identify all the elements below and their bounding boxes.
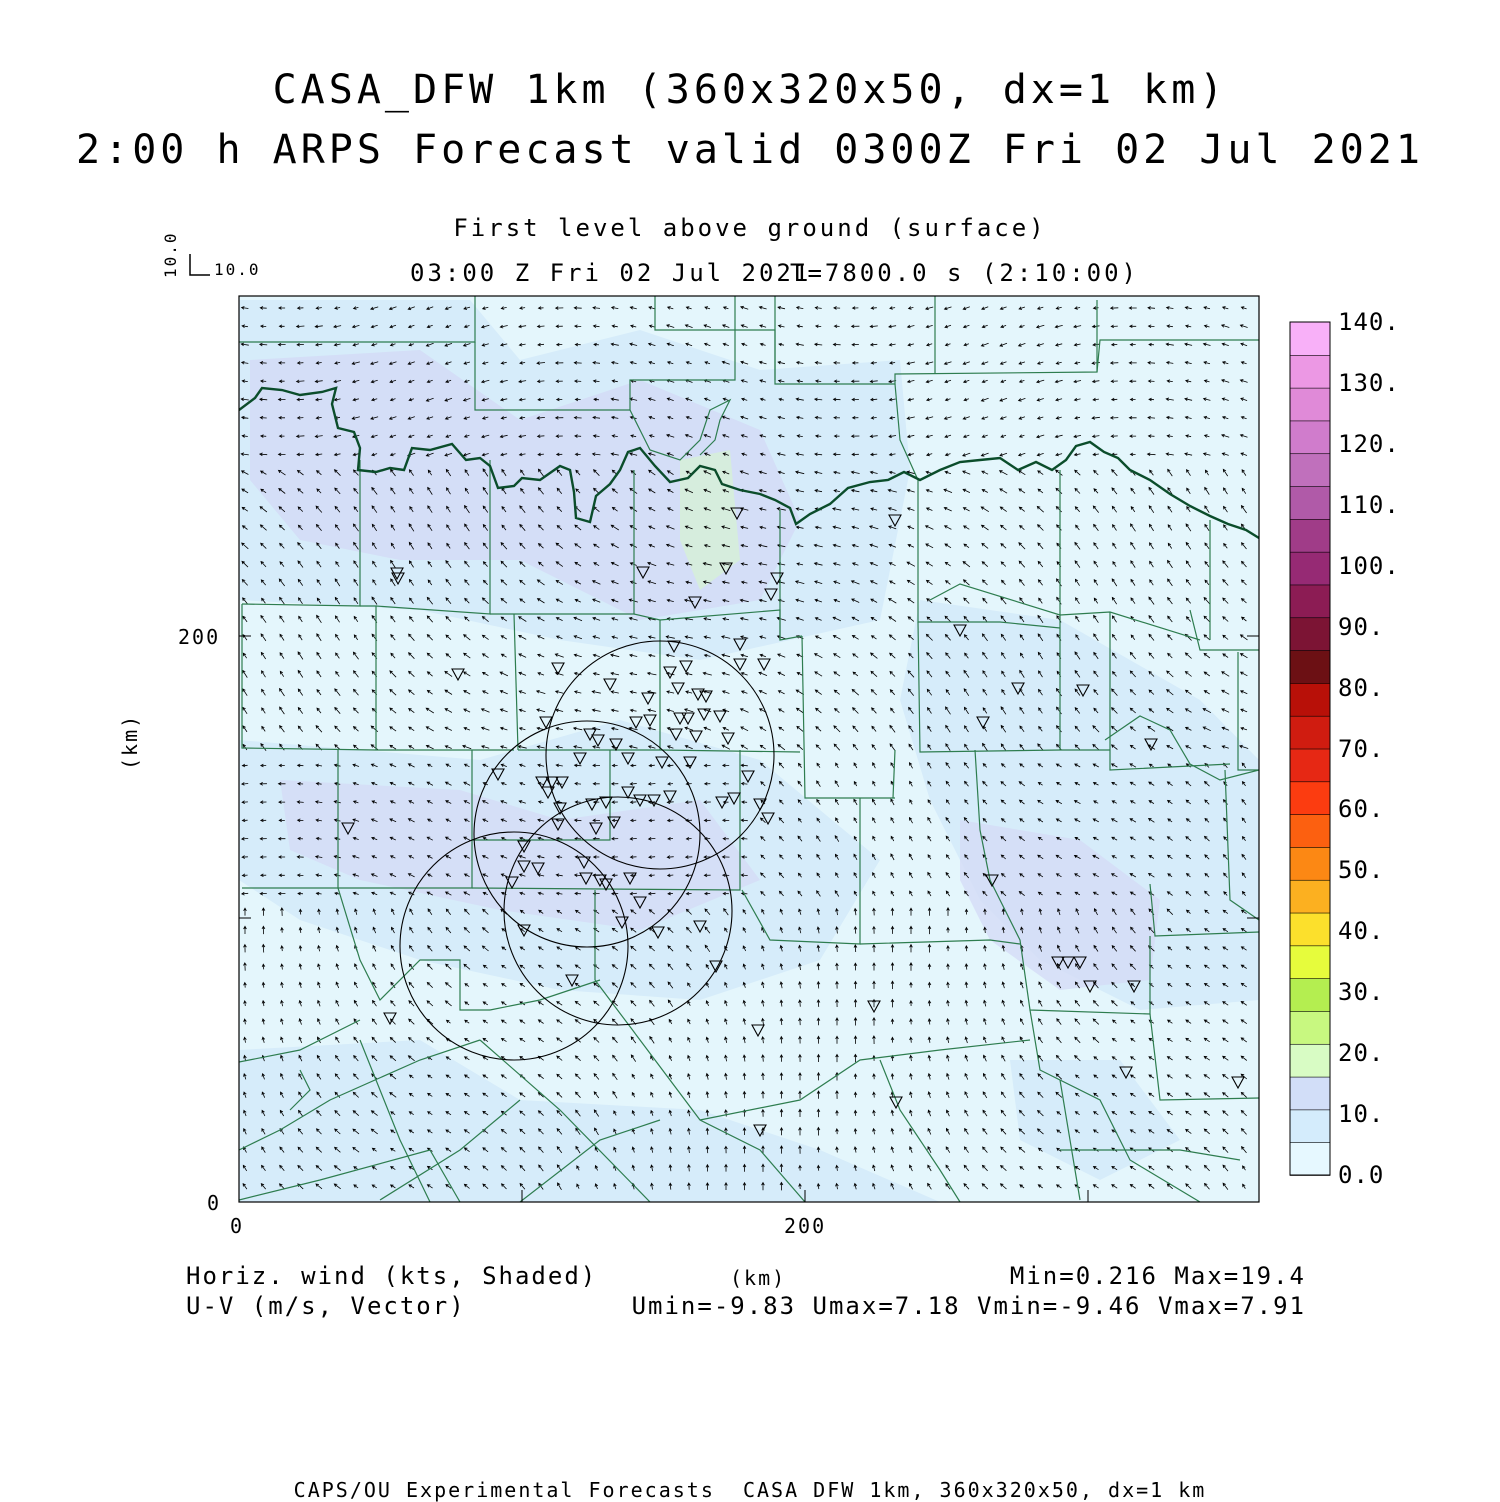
vector-description: U-V (m/s, Vector): [186, 1292, 466, 1320]
colorbar-segment: [1290, 1077, 1330, 1110]
colorbar-segment: [1290, 749, 1330, 782]
colorbar-segment: [1290, 683, 1330, 716]
colorbar-segment: [1290, 978, 1330, 1011]
colorbar: [1290, 322, 1330, 1176]
colorbar-segment: [1290, 1011, 1330, 1044]
colorbar-label: 60.: [1338, 795, 1385, 824]
uv-range-summary: Umin=-9.83 Umax=7.18 Vmin=-9.46 Vmax=7.91: [631, 1292, 1306, 1320]
colorbar-segment: [1290, 716, 1330, 749]
colorbar-segment: [1290, 552, 1330, 585]
colorbar-segment: [1290, 584, 1330, 617]
colorbar-label: 120.: [1338, 429, 1400, 458]
colorbar-segment: [1290, 880, 1330, 913]
colorbar-label: 100.: [1338, 551, 1400, 580]
colorbar-label: 80.: [1338, 673, 1385, 702]
colorbar-label: 20.: [1338, 1039, 1385, 1068]
x-tick-label: 0: [230, 1214, 245, 1238]
colorbar-label: 50.: [1338, 856, 1385, 885]
colorbar-segment: [1290, 617, 1330, 650]
colorbar-label: 110.: [1338, 490, 1400, 519]
y-axis-label: (km): [118, 713, 142, 770]
colorbar-segment: [1290, 1142, 1330, 1175]
colorbar-label: 10.: [1338, 1100, 1385, 1129]
colorbar-segment: [1290, 322, 1330, 355]
colorbar-segment: [1290, 1044, 1330, 1077]
colorbar-segment: [1290, 1109, 1330, 1142]
colorbar-segment: [1290, 913, 1330, 946]
colorbar-label: 0.0: [1338, 1161, 1385, 1189]
colorbar-label: 130.: [1338, 368, 1400, 397]
x-axis-label: (km): [730, 1266, 787, 1290]
colorbar-segment: [1290, 388, 1330, 421]
colorbar-label: 90.: [1338, 612, 1385, 641]
vector-scale-u-label: 10.0: [214, 260, 261, 279]
shading-description: Horiz. wind (kts, Shaded): [186, 1262, 598, 1290]
colorbar-segment: [1290, 519, 1330, 552]
vector-scale-v-label: 10.0: [161, 231, 180, 278]
colorbar-segment: [1290, 453, 1330, 486]
colorbar-segment: [1290, 355, 1330, 388]
valid-time: 03:00 Z Fri 02 Jul 2021: [410, 259, 812, 287]
subtitle: First level above ground (surface): [453, 214, 1047, 242]
x-tick-label: 200: [784, 1214, 827, 1238]
colorbar-label: 40.: [1338, 917, 1385, 946]
credit-line: CAPS/OU Experimental Forecasts CASA DFW 1km, 360x320x50, dx=1 km: [293, 1478, 1207, 1502]
vector-scale-key: [190, 254, 210, 275]
colorbar-segment: [1290, 814, 1330, 847]
y-tick-label: 200: [178, 625, 221, 649]
colorbar-segment: [1290, 781, 1330, 814]
title-line-2: 2:00 h ARPS Forecast valid 0300Z Fri 02 Jul 2021: [76, 127, 1424, 173]
colorbar-label: 30.: [1338, 978, 1385, 1007]
y-tick-label: 0: [207, 1191, 222, 1215]
model-time: T=7800.0 s (2:10:00): [790, 259, 1139, 287]
colorbar-segment: [1290, 650, 1330, 683]
min-max-summary: Min=0.216 Max=19.4: [1009, 1262, 1306, 1290]
colorbar-segment: [1290, 945, 1330, 978]
colorbar-segment: [1290, 420, 1330, 453]
colorbar-segment: [1290, 486, 1330, 519]
title-line-1: CASA_DFW 1km (360x320x50, dx=1 km): [272, 67, 1228, 113]
colorbar-label: 70.: [1338, 734, 1385, 763]
colorbar-segment: [1290, 847, 1330, 880]
colorbar-label: 140.: [1338, 308, 1400, 336]
